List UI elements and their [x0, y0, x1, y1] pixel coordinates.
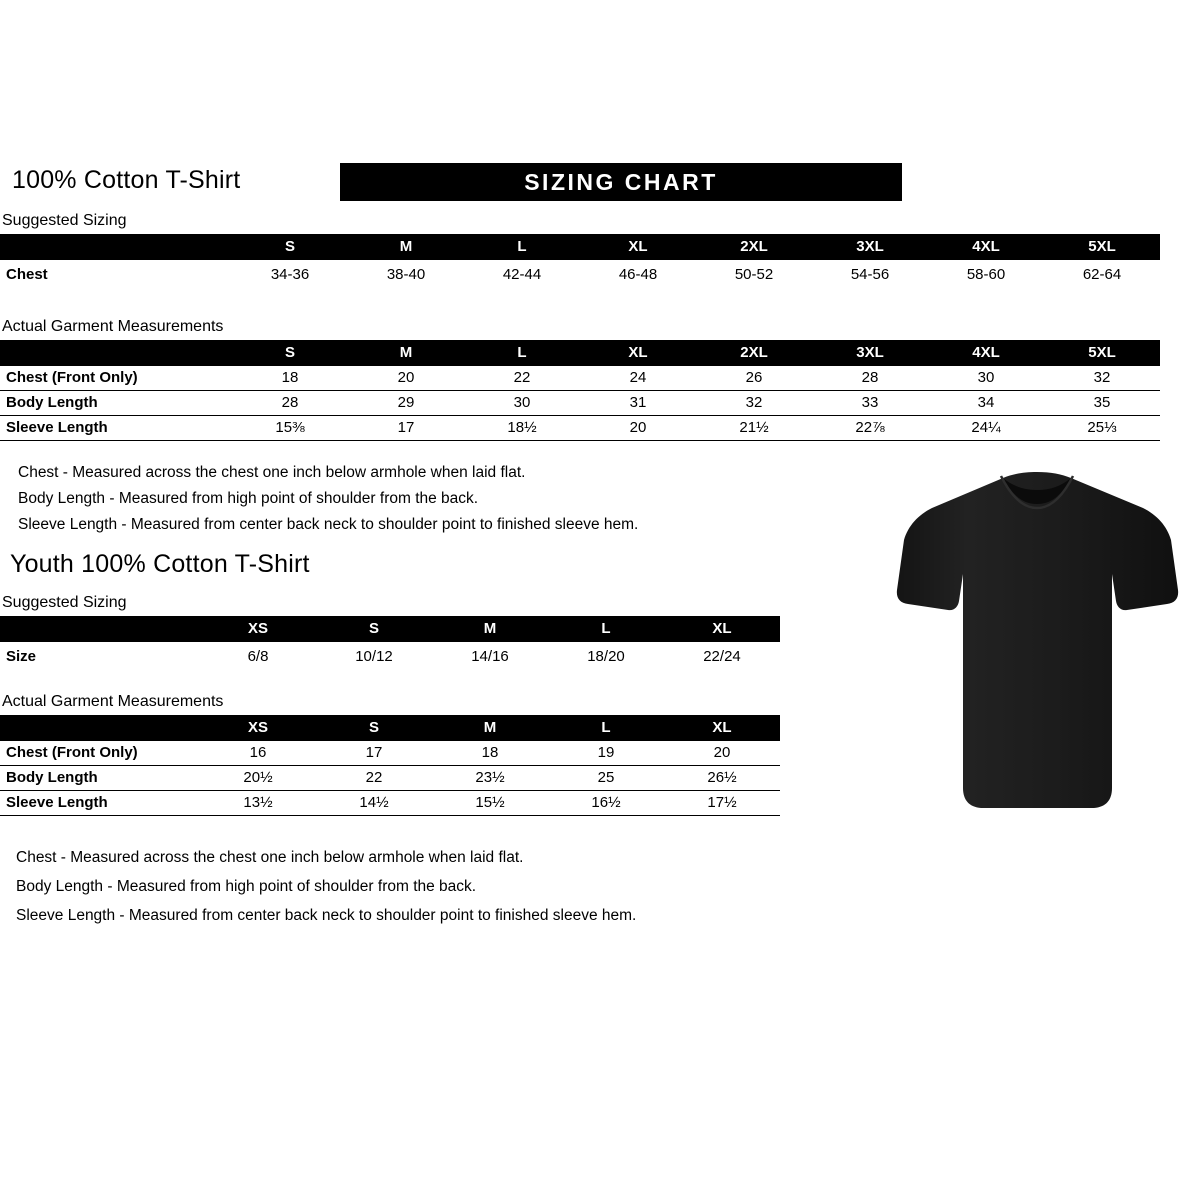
table-cell: 17 — [316, 741, 432, 766]
table-row — [0, 416, 1160, 441]
row-label: Chest (Front Only) — [0, 741, 200, 766]
table-cell: 20 — [348, 366, 464, 391]
row-label: Body Length — [0, 766, 200, 791]
table-row — [0, 741, 780, 766]
table-cell: 14½ — [316, 791, 432, 816]
table-header-row — [0, 616, 780, 642]
table-header-cell: 3XL — [856, 344, 884, 361]
row-label: Body Length — [0, 391, 232, 416]
table-cell: 25 — [548, 766, 664, 791]
table-cell: 13½ — [200, 791, 316, 816]
table-cell: 22 — [316, 766, 432, 791]
table-header-cell: L — [517, 344, 527, 361]
note-sleeve-length: Sleeve Length - Measured from center back neck to shoulder point to finished sleeve hem. — [16, 907, 637, 924]
table-header-cell: L — [601, 719, 611, 736]
table-cell: 18 — [232, 366, 348, 391]
table-header-cell: 5XL — [1088, 344, 1116, 361]
table-cell: 20½ — [200, 766, 316, 791]
sizing-chart-banner — [340, 163, 902, 201]
adult-section-heading: 100% Cotton T-Shirt — [12, 166, 241, 194]
youth-measurement-notes — [16, 843, 636, 930]
table-header-cell: M — [483, 719, 497, 736]
table-cell: 16 — [200, 741, 316, 766]
table-header-cell: 5XL — [1088, 238, 1116, 255]
table-cell: 30 — [464, 391, 580, 416]
sizing-chart-banner-title: SIZING CHART — [524, 169, 718, 195]
table-cell: 17½ — [664, 791, 780, 816]
table-header-cell: S — [368, 620, 379, 637]
table-row — [0, 391, 1160, 416]
table-cell: 15⅜ — [232, 416, 348, 441]
adult-measurement-notes — [18, 460, 638, 538]
table-cell: 22⅞ — [812, 416, 928, 441]
table-cell: 28 — [232, 391, 348, 416]
table-row — [0, 366, 1160, 391]
table-header-cell — [0, 340, 232, 366]
note-body-length: Body Length - Measured from high point of shoulder from the back. — [16, 878, 477, 895]
table-cell: 18½ — [464, 416, 580, 441]
table-cell: 32 — [696, 391, 812, 416]
note-chest: Chest - Measured across the chest one inch below armhole when laid flat. — [18, 464, 526, 481]
table-header-cell — [0, 715, 200, 741]
table-header-cell: S — [284, 344, 295, 361]
table-cell: 6/8 — [247, 648, 269, 665]
table-header-cell: M — [399, 238, 413, 255]
row-label: Sleeve Length — [0, 791, 200, 816]
tshirt-image — [895, 470, 1180, 815]
table-header-cell: 4XL — [972, 344, 1000, 361]
table-header-cell: M — [399, 344, 413, 361]
note-sleeve-length: Sleeve Length - Measured from center back neck to shoulder point to finished sleeve hem. — [18, 516, 639, 533]
table-header-row — [0, 715, 780, 741]
table-header-cell: L — [601, 620, 611, 637]
table-cell: 18/20 — [587, 648, 625, 665]
table-cell: 54-56 — [850, 266, 890, 283]
table-header-cell: S — [368, 719, 379, 736]
table-header-cell: XL — [628, 238, 648, 255]
youth-actual-measurements-label: Actual Garment Measurements — [2, 693, 224, 710]
table-cell: 62-64 — [1082, 266, 1122, 283]
table-header-cell: 2XL — [740, 344, 768, 361]
table-cell: 20 — [664, 741, 780, 766]
table-header-cell: S — [284, 238, 295, 255]
table-cell: 32 — [1044, 366, 1160, 391]
row-label: Size — [6, 648, 37, 665]
note-body-length: Body Length - Measured from high point of shoulder from the back. — [18, 490, 479, 507]
table-cell: 46-48 — [618, 266, 658, 283]
table-row — [0, 260, 1160, 290]
youth-suggested-sizing-label: Suggested Sizing — [2, 594, 127, 611]
adult-actual-measurements-table — [0, 340, 1160, 441]
table-header-cell: M — [483, 620, 497, 637]
table-header-cell: 2XL — [740, 238, 768, 255]
table-header-cell: 3XL — [856, 238, 884, 255]
table-cell: 33 — [812, 391, 928, 416]
youth-actual-measurements-table — [0, 715, 780, 816]
table-header-cell: 4XL — [972, 238, 1000, 255]
adult-suggested-sizing-table — [0, 234, 1160, 290]
table-cell: 25⅓ — [1044, 416, 1160, 441]
table-header-cell — [0, 616, 200, 642]
table-cell: 21½ — [696, 416, 812, 441]
table-cell: 35 — [1044, 391, 1160, 416]
table-cell: 26½ — [664, 766, 780, 791]
table-cell: 22 — [464, 366, 580, 391]
table-cell: 29 — [348, 391, 464, 416]
table-cell: 34 — [928, 391, 1044, 416]
table-cell: 58-60 — [966, 266, 1006, 283]
table-header-cell: XS — [247, 719, 268, 736]
note-chest: Chest - Measured across the chest one inch below armhole when laid flat. — [16, 849, 524, 866]
table-cell: 24 — [580, 366, 696, 391]
table-cell: 50-52 — [734, 266, 774, 283]
table-cell: 18 — [432, 741, 548, 766]
youth-suggested-sizing-table — [0, 616, 780, 672]
table-header-row — [0, 234, 1160, 260]
table-header-cell: L — [517, 238, 527, 255]
adult-suggested-sizing-label: Suggested Sizing — [2, 212, 127, 229]
adult-actual-measurements-label: Actual Garment Measurements — [2, 318, 224, 335]
table-cell: 16½ — [548, 791, 664, 816]
youth-section-heading: Youth 100% Cotton T-Shirt — [10, 550, 310, 578]
table-header-cell: XS — [247, 620, 268, 637]
table-cell: 31 — [580, 391, 696, 416]
table-cell: 10/12 — [355, 648, 393, 665]
table-cell: 17 — [348, 416, 464, 441]
table-header-cell: XL — [712, 620, 732, 637]
table-cell: 14/16 — [471, 648, 509, 665]
table-header-cell: XL — [712, 719, 732, 736]
table-cell: 23½ — [432, 766, 548, 791]
row-label: Chest (Front Only) — [0, 366, 232, 391]
row-label: Sleeve Length — [0, 416, 232, 441]
table-cell: 38-40 — [386, 266, 426, 283]
table-cell: 24¼ — [928, 416, 1044, 441]
table-cell: 26 — [696, 366, 812, 391]
table-cell: 42-44 — [502, 266, 542, 283]
table-cell: 28 — [812, 366, 928, 391]
table-header-cell — [0, 234, 232, 260]
table-row — [0, 766, 780, 791]
table-cell: 19 — [548, 741, 664, 766]
table-cell: 22/24 — [703, 648, 741, 665]
table-row — [0, 791, 780, 816]
row-label: Chest — [6, 266, 48, 283]
table-row — [0, 642, 780, 672]
table-cell: 30 — [928, 366, 1044, 391]
table-cell: 15½ — [432, 791, 548, 816]
table-cell: 20 — [580, 416, 696, 441]
table-header-cell: XL — [628, 344, 648, 361]
table-header-row — [0, 340, 1160, 366]
table-cell: 34-36 — [270, 266, 310, 283]
